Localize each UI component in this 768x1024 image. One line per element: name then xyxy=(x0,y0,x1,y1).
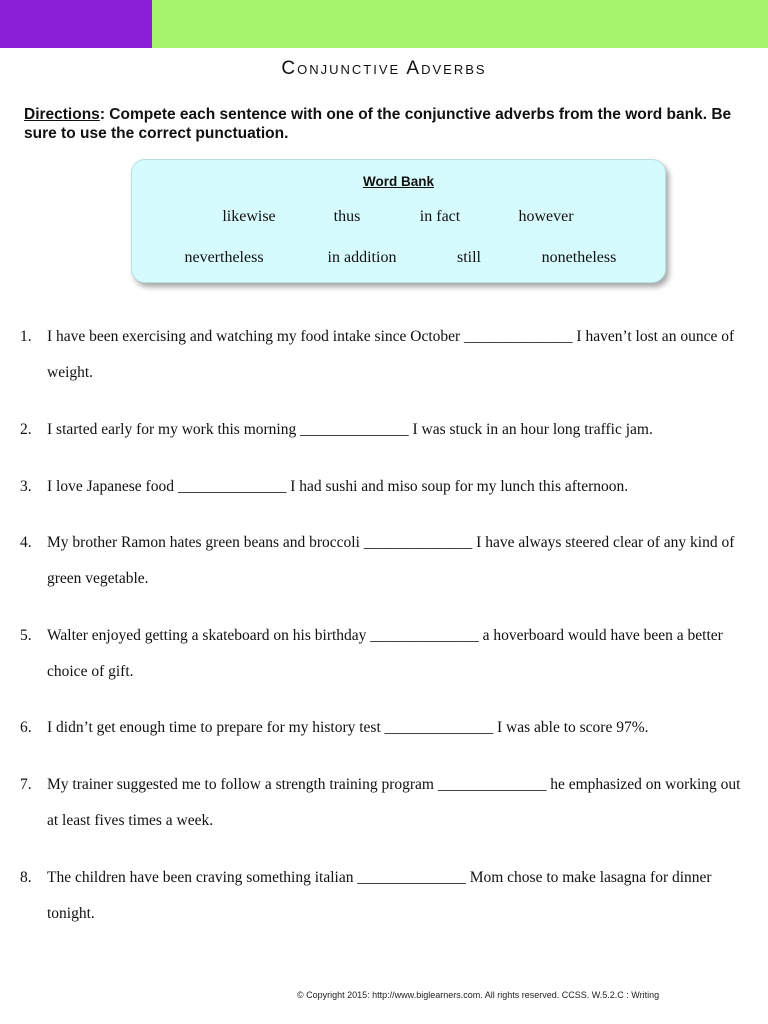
question-number: 1. xyxy=(20,328,32,345)
question-text: I love Japanese food ______________ I had sushi and miso soup for my lunch this afternoon. xyxy=(47,478,629,495)
question-item xyxy=(20,412,750,448)
directions-label: Directions xyxy=(24,106,100,123)
question-number: 5. xyxy=(20,627,32,644)
question-number: 8. xyxy=(20,869,32,886)
question-item xyxy=(20,860,750,932)
question-text: Walter enjoyed getting a skateboard on his birthday ______________ a hoverboard would have been a better choice of gift. xyxy=(47,627,723,680)
question-text: My brother Ramon hates green beans and broccoli ______________ I have always steered clear of any kind of green vegetable. xyxy=(47,534,735,587)
question-item xyxy=(20,525,750,597)
question-number: 2. xyxy=(20,421,32,438)
word-bank-item: thus xyxy=(333,208,361,225)
question-text: The children have been craving something italian ______________ Mom chose to make lasagna for dinner tonight. xyxy=(47,869,712,922)
question-item xyxy=(20,767,750,839)
question-text: I didn’t get enough time to prepare for my history test ______________ I was able to score 97%. xyxy=(47,719,649,736)
top-color-bar xyxy=(0,0,768,48)
question-item xyxy=(20,710,750,746)
directions-text: : Compete each sentence with one of the conjunctive adverbs from the word bank. Be sure to use the correct punctuation. xyxy=(24,106,732,142)
word-bank-item: in fact xyxy=(419,208,461,225)
copyright-footer: © Copyright 2015: http://www.biglearners.com. All rights reserved. CCSS. W.5.2.C : Writing xyxy=(297,990,660,1000)
question-item xyxy=(20,618,750,690)
question-item xyxy=(20,469,750,505)
question-text: I have been exercising and watching my food intake since October ______________ I haven’t lost an ounce of weight. xyxy=(47,328,735,381)
question-text: I started early for my work this morning ______________ I was stuck in an hour long traffic jam. xyxy=(47,421,653,438)
question-number: 6. xyxy=(20,719,32,736)
word-bank-title: Word Bank xyxy=(362,174,434,189)
word-bank-item: nonetheless xyxy=(541,249,617,266)
question-item xyxy=(20,319,750,391)
word-bank-item: nevertheless xyxy=(184,249,264,266)
page-title: Conjunctive Adverbs xyxy=(281,58,487,79)
directions xyxy=(24,105,754,143)
question-number: 3. xyxy=(20,478,32,495)
question-number: 7. xyxy=(20,776,32,793)
word-bank-item: likewise xyxy=(222,208,276,225)
word-bank-item: however xyxy=(518,208,574,225)
question-text: My trainer suggested me to follow a strength training program ______________ he emphasized on working out at least fives times a week. xyxy=(47,776,741,829)
question-number: 4. xyxy=(20,534,32,551)
top-bar-purple-block xyxy=(0,0,152,48)
word-bank-item: still xyxy=(456,249,482,266)
word-bank-item: in addition xyxy=(327,249,397,266)
word-bank-box xyxy=(131,159,666,283)
top-bar-green-block xyxy=(152,0,768,48)
